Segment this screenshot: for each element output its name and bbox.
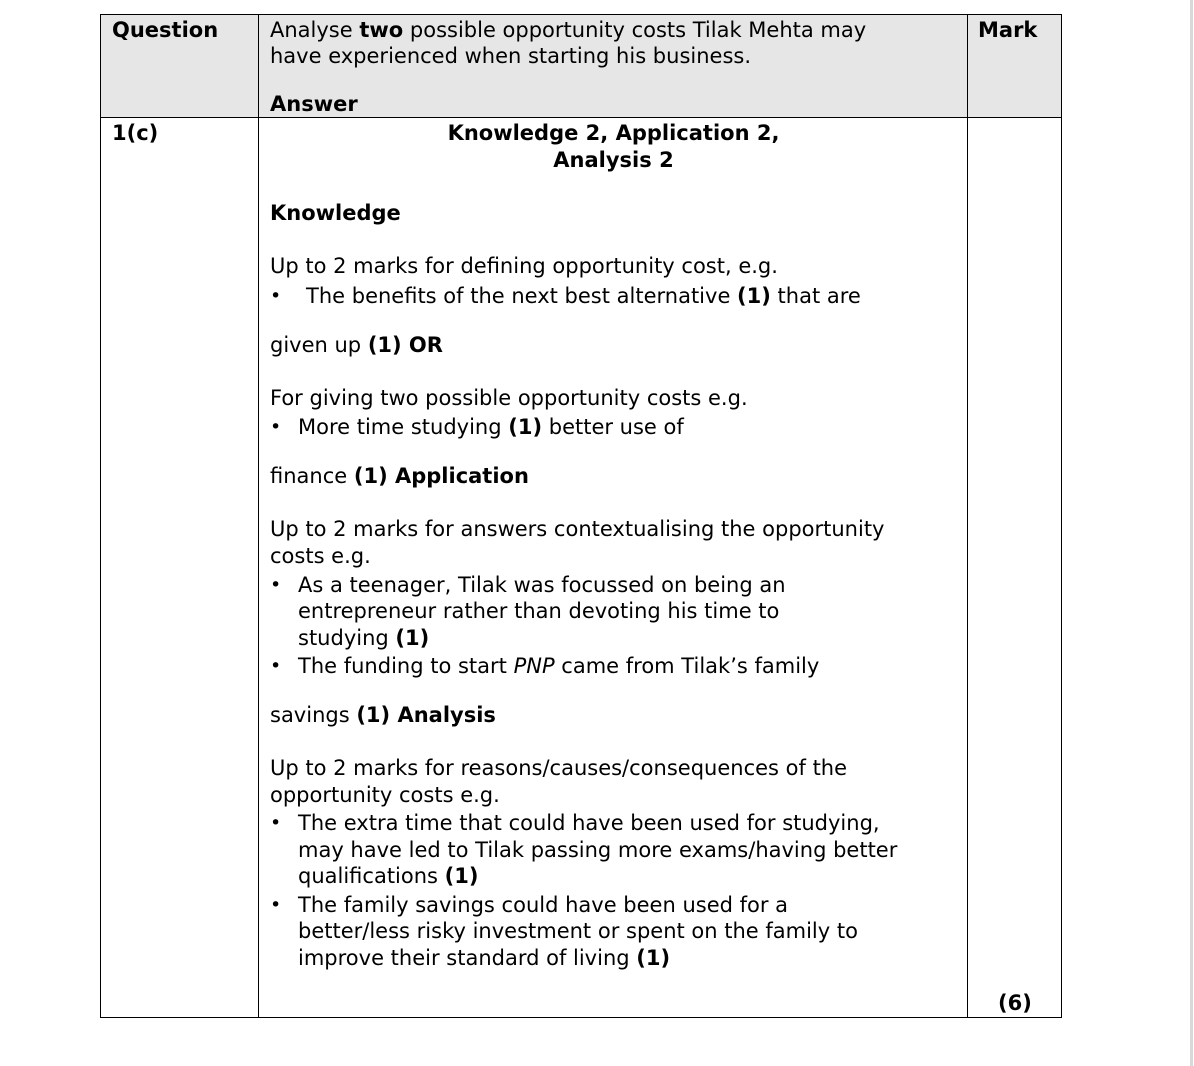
total-mark: (6) — [998, 991, 1032, 1015]
knowledge-two-costs-intro: For giving two possible opportunity costs e.g. — [270, 386, 748, 410]
marks-allocation-line-2: Analysis 2 — [553, 148, 674, 172]
analysis-bullet-1-line-3: qualifications (1) — [298, 864, 479, 888]
analysis-bullet-2-line-1: The family savings could have been used for a — [298, 893, 789, 917]
question-text-line-1: Analyse two possible opportunity costs Tilak Mehta may — [270, 18, 867, 42]
application-bullet-1-line-1: As a teenager, Tilak was focussed on being an — [298, 573, 786, 597]
bullet-icon: • — [270, 285, 282, 307]
answer-cell — [259, 118, 968, 1017]
knowledge-continuation: given up (1) OR — [270, 333, 443, 357]
application-heading-line: finance (1) Application — [270, 464, 529, 488]
application-intro-line-1: Up to 2 marks for answers contextualising the opportunity — [270, 517, 885, 541]
bullet-icon: • — [270, 574, 282, 596]
analysis-heading-line: savings (1) Analysis — [270, 703, 496, 727]
analysis-bullet-2-line-2: better/less risky investment or spent on the family to — [298, 919, 858, 943]
page-edge — [1190, 0, 1193, 1066]
question-text-cell — [259, 15, 968, 118]
bullet-icon: • — [270, 812, 282, 834]
question-number-cell — [101, 118, 259, 1017]
knowledge-heading: Knowledge — [270, 201, 401, 225]
application-bullet-2: The funding to start PNP came from Tilak’s family — [298, 654, 820, 678]
answer-label: Answer — [270, 92, 358, 116]
bullet-icon: • — [270, 894, 282, 916]
knowledge-bullet-1: The benefits of the next best alternative (1) that are — [306, 284, 861, 308]
marks-allocation-line-1: Knowledge 2, Application 2, — [447, 121, 780, 145]
bullet-icon: • — [270, 416, 282, 438]
mark-scheme-table — [100, 14, 1062, 1018]
analysis-intro-line-2: opportunity costs e.g. — [270, 783, 500, 807]
mark-cell — [968, 118, 1061, 1017]
knowledge-intro: Up to 2 marks for defining opportunity cost, e.g. — [270, 254, 778, 278]
question-number: 1(c) — [112, 121, 159, 145]
application-intro-line-2: costs e.g. — [270, 544, 371, 568]
question-header-cell — [101, 15, 259, 118]
analysis-bullet-2-line-3: improve their standard of living (1) — [298, 946, 671, 970]
question-text-line-2: have experienced when starting his business. — [270, 44, 752, 68]
mark-header-cell — [968, 15, 1061, 118]
application-bullet-1-line-2: entrepreneur rather than devoting his time to — [298, 599, 780, 623]
analysis-intro-line-1: Up to 2 marks for reasons/causes/consequences of the — [270, 756, 848, 780]
bullet-icon: • — [270, 655, 282, 677]
question-label: Question — [112, 18, 219, 42]
application-bullet-1-line-3: studying (1) — [298, 626, 430, 650]
analysis-bullet-1-line-2: may have led to Tilak passing more exams/having better — [298, 838, 898, 862]
knowledge-bullet-2: More time studying (1) better use of — [298, 415, 684, 439]
mark-label: Mark — [978, 18, 1038, 42]
analysis-bullet-1-line-1: The extra time that could have been used for studying, — [298, 811, 880, 835]
